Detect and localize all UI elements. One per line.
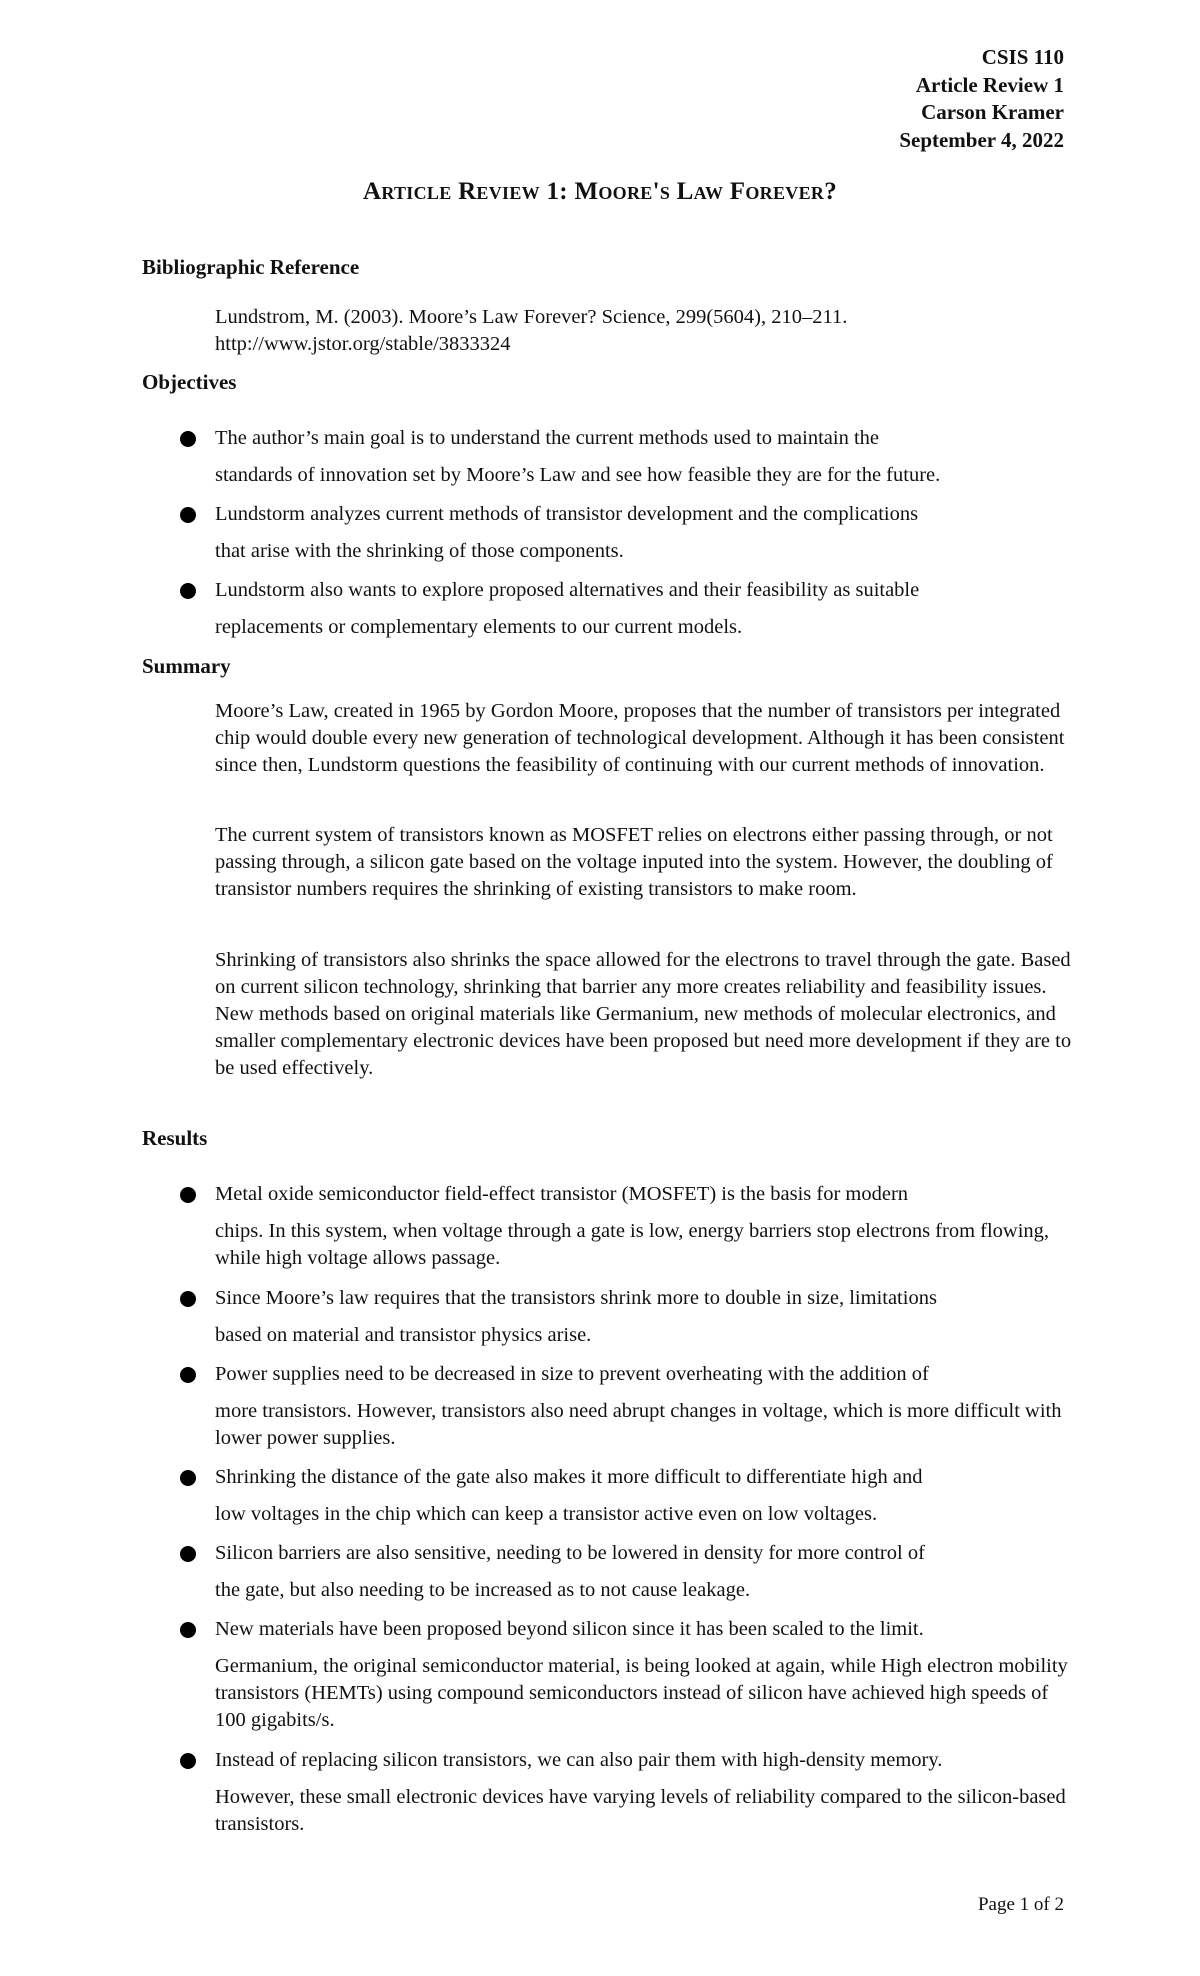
list-item-text: Power supplies need to be decreased in size to prevent overheating with the addition of: [215, 1363, 929, 1385]
course-code: CSIS 110: [981, 45, 1064, 69]
bullet-icon: [180, 431, 196, 447]
list-item-text: Lundstorm analyzes current methods of transistor development and the complications: [215, 503, 919, 525]
bullet-icon: [180, 1291, 196, 1307]
author-name: Carson Kramer: [921, 100, 1064, 124]
list-item-text: Silicon barriers are also sensitive, needing to be lowered in density for more control of: [215, 1542, 925, 1564]
list-item-text: more transistors. However, transistors also need abrupt changes in voltage, which is more difficult with lower power supplies.: [215, 1400, 1062, 1449]
bullet-icon: [180, 1622, 196, 1638]
bibliographic-reference: [215, 304, 1075, 358]
summary-body: [215, 947, 1075, 1082]
bullet-icon: [180, 1753, 196, 1769]
list-item-text: Shrinking the distance of the gate also makes it more difficult to differentiate high and: [215, 1466, 923, 1488]
page-number: Page 1 of 2: [977, 1894, 1064, 1915]
citation-url: http://www.jstor.org/stable/3833324: [215, 333, 511, 355]
list-item-text: replacements or complementary elements to our current models.: [215, 616, 743, 638]
bullet-icon: [180, 1470, 196, 1486]
list-item-text: The author’s main goal is to understand the current methods used to maintain the: [215, 427, 880, 449]
list-item-text: standards of innovation set by Moore’s Law and see how feasible they are for the future.: [215, 464, 941, 486]
document-date: September 4, 2022: [899, 127, 1064, 152]
list-item-text: New materials have been proposed beyond silicon since it has been scaled to the limit.: [215, 1618, 924, 1640]
list-item-text: Instead of replacing silicon transistors, we can also pair them with high-density memory.: [215, 1749, 943, 1771]
document-title: Article Review 1: Moore's Law Forever?: [362, 178, 837, 205]
bibliographic-heading: Bibliographic Reference: [142, 255, 360, 279]
summary-heading: Summary: [142, 654, 231, 678]
bullet-icon: [180, 1367, 196, 1383]
list-item-text: low voltages in the chip which can keep a transistor active even on low voltages.: [215, 1503, 878, 1525]
list-item-text: However, these small electronic devices have varying levels of reliability compared to the silicon-based transistors.: [215, 1786, 1066, 1835]
citation-text: Lundstrom, M. (2003). Moore’s Law Forever? Science, 299(5604), 210–211.: [215, 306, 848, 328]
summary-paragraph: The current system of transistors known as MOSFET relies on electrons either passing through, or not passing through, a silicon gate based on the voltage inputed into the system. However, the doubling of transistor numbers requires the shrinking of existing transistors to make room.: [215, 824, 1053, 900]
list-item-text: Lundstorm also wants to explore proposed alternatives and their feasibility as suitable: [215, 579, 920, 601]
bullet-icon: [180, 507, 196, 523]
objectives-heading: Objectives: [142, 370, 237, 394]
list-item-text: Germanium, the original semiconductor material, is being looked at again, while High electron mobility transistors (HEMTs) using compound semiconductors instead of silicon have achieved high speeds of 100 gigabits/s.: [215, 1655, 1068, 1731]
assignment-name: Article Review 1: [915, 72, 1064, 97]
summary-body: [215, 822, 1075, 903]
list-item-text: chips. In this system, when voltage through a gate is low, energy barriers stop electrons from flowing, while high voltage allows passage.: [215, 1220, 1050, 1269]
list-item-text: Since Moore’s law requires that the transistors shrink more to double in size, limitations: [215, 1287, 937, 1309]
bullet-icon: [180, 583, 196, 599]
summary-paragraph: Shrinking of transistors also shrinks the space allowed for the electrons to travel through the gate. Based on current silicon technology, shrinking that barrier any more creates reliability and feasibility issues. New methods based on original materials like Germanium, new methods of molecular electronics, and smaller complementary electronic devices have been proposed but need more development if they are to be used effectively.: [215, 949, 1072, 1079]
header-block: [899, 44, 1064, 154]
results-heading: Results: [142, 1126, 208, 1150]
list-item-text: based on material and transistor physics arise.: [215, 1324, 592, 1346]
summary-paragraph: Moore’s Law, created in 1965 by Gordon Moore, proposes that the number of transistors per integrated chip would double every new generation of technological development. Although it has been consistent since then, Lundstorm questions the feasibility of continuing with our current methods of innovation.: [215, 700, 1065, 776]
bullet-icon: [180, 1187, 196, 1203]
list-item-text: that arise with the shrinking of those components.: [215, 540, 624, 562]
list-item-text: the gate, but also needing to be increased as to not cause leakage.: [215, 1579, 751, 1601]
bullet-icon: [180, 1546, 196, 1562]
list-item-text: Metal oxide semiconductor field-effect transistor (MOSFET) is the basis for modern: [215, 1183, 909, 1205]
summary-body: [215, 698, 1075, 779]
